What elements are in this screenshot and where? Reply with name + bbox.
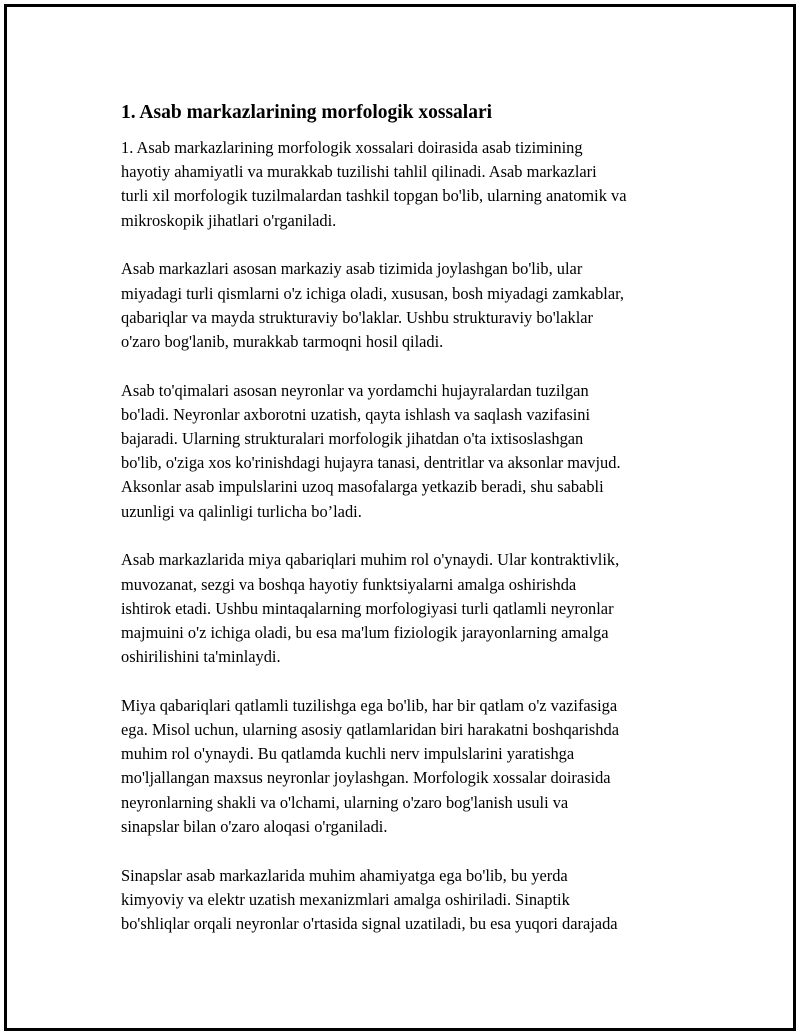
paragraph-1 — [121, 136, 701, 233]
text-line: o'zaro bog'lanib, murakkab tarmoqni hosil qiladi. — [121, 331, 444, 351]
text-line: muhim rol o'ynaydi. Bu qatlamda kuchli nerv impulslarini yaratishga — [121, 744, 575, 764]
text-line: majmuini o'z ichiga oladi, bu esa ma'lum fiziologik jarayonlarning amalga — [121, 622, 609, 642]
text-line: Sinapslar asab markazlarida muhim ahamiyatga ega bo'lib, bu yerda — [121, 865, 568, 885]
paragraph-6 — [121, 864, 701, 937]
text-line: miyadagi turli qismlarni o'z ichiga oladi, xususan, bosh miyadagi zamkablar, — [121, 283, 625, 303]
section-heading: 1. Asab markazlarining morfologik xossalari — [121, 102, 493, 123]
text-line: mo'ljallangan maxsus neyronlar joylashgan. Morfologik xossalar doirasida — [121, 768, 611, 788]
text-line: bo'lib, o'ziga xos ko'rinishdagi hujayra tanasi, dentritlar va aksonlar mavjud. — [121, 453, 621, 473]
text-line: 1. Asab markazlarining morfologik xossalari doirasida asab tizimining — [121, 138, 583, 157]
text-line: neyronlarning shakli va o'lchami, ularning o'zaro bog'lanish usuli va — [121, 792, 569, 812]
text-line: Miya qabariqlari qatlamli tuzilishga ega bo'lib, har bir qatlam o'z vazifasiga — [121, 695, 618, 715]
text-line: oshirilishini ta'minlaydi. — [121, 647, 281, 667]
text-line: turli xil morfologik tuzilmalardan tashkil topgan bo'lib, ularning anatomik va — [121, 186, 627, 206]
text-line: ishtirok etadi. Ushbu mintaqalarning morfologiyasi turli qatlamli neyronlar — [121, 598, 614, 618]
text-line: sinapslar bilan o'zaro aloqasi o'rganiladi. — [121, 816, 388, 836]
paragraph-3 — [121, 379, 701, 524]
text-line: qabariqlar va mayda strukturaviy bo'laklar. Ushbu strukturaviy bo'laklar — [121, 307, 593, 327]
text-line: ega. Misol uchun, ularning asosiy qatlamlaridan biri harakatni boshqarishda — [121, 720, 619, 740]
paragraph-5 — [121, 694, 701, 839]
text-line: hayotiy ahamiyatli va murakkab tuzilishi tahlil qilinadi. Asab markazlari — [121, 162, 597, 182]
text-line: Asab markazlari asosan markaziy asab tizimida joylashgan bo'lib, ular — [121, 259, 583, 279]
text-line: Asab to'qimalari asosan neyronlar va yordamchi hujayralardan tuzilgan — [121, 380, 589, 400]
text-line: uzunligi va qalinligi turlicha bo’ladi. — [121, 501, 362, 521]
text-line: Asab markazlarida miya qabariqlari muhim rol o'ynaydi. Ular kontraktivlik, — [121, 550, 620, 570]
text-line: kimyoviy va elektr uzatish mexanizmlari amalga oshiriladi. Sinaptik — [121, 889, 570, 909]
text-line: bo'shliqlar orqali neyronlar o'rtasida signal uzatiladi, bu esa yuqori darajada — [121, 913, 618, 933]
text-line: mikroskopik jihatlari o'rganiladi. — [121, 210, 337, 230]
text-line: bajaradi. Ularning strukturalari morfologik jihatdan o'ta ixtisoslashgan — [121, 429, 584, 449]
paragraph-2 — [121, 257, 701, 354]
page-frame — [4, 4, 796, 1031]
document-body — [121, 100, 701, 961]
text-line: Aksonlar asab impulslarini uzoq masofalarga yetkazib beradi, shu sababli — [121, 477, 604, 497]
text-line: muvozanat, sezgi va boshqa hayotiy funktsiyalarni amalga oshirishda — [121, 574, 577, 594]
text-line: bo'ladi. Neyronlar axborotni uzatish, qayta ishlash va saqlash vazifasini — [121, 404, 591, 424]
paragraph-4 — [121, 548, 701, 669]
